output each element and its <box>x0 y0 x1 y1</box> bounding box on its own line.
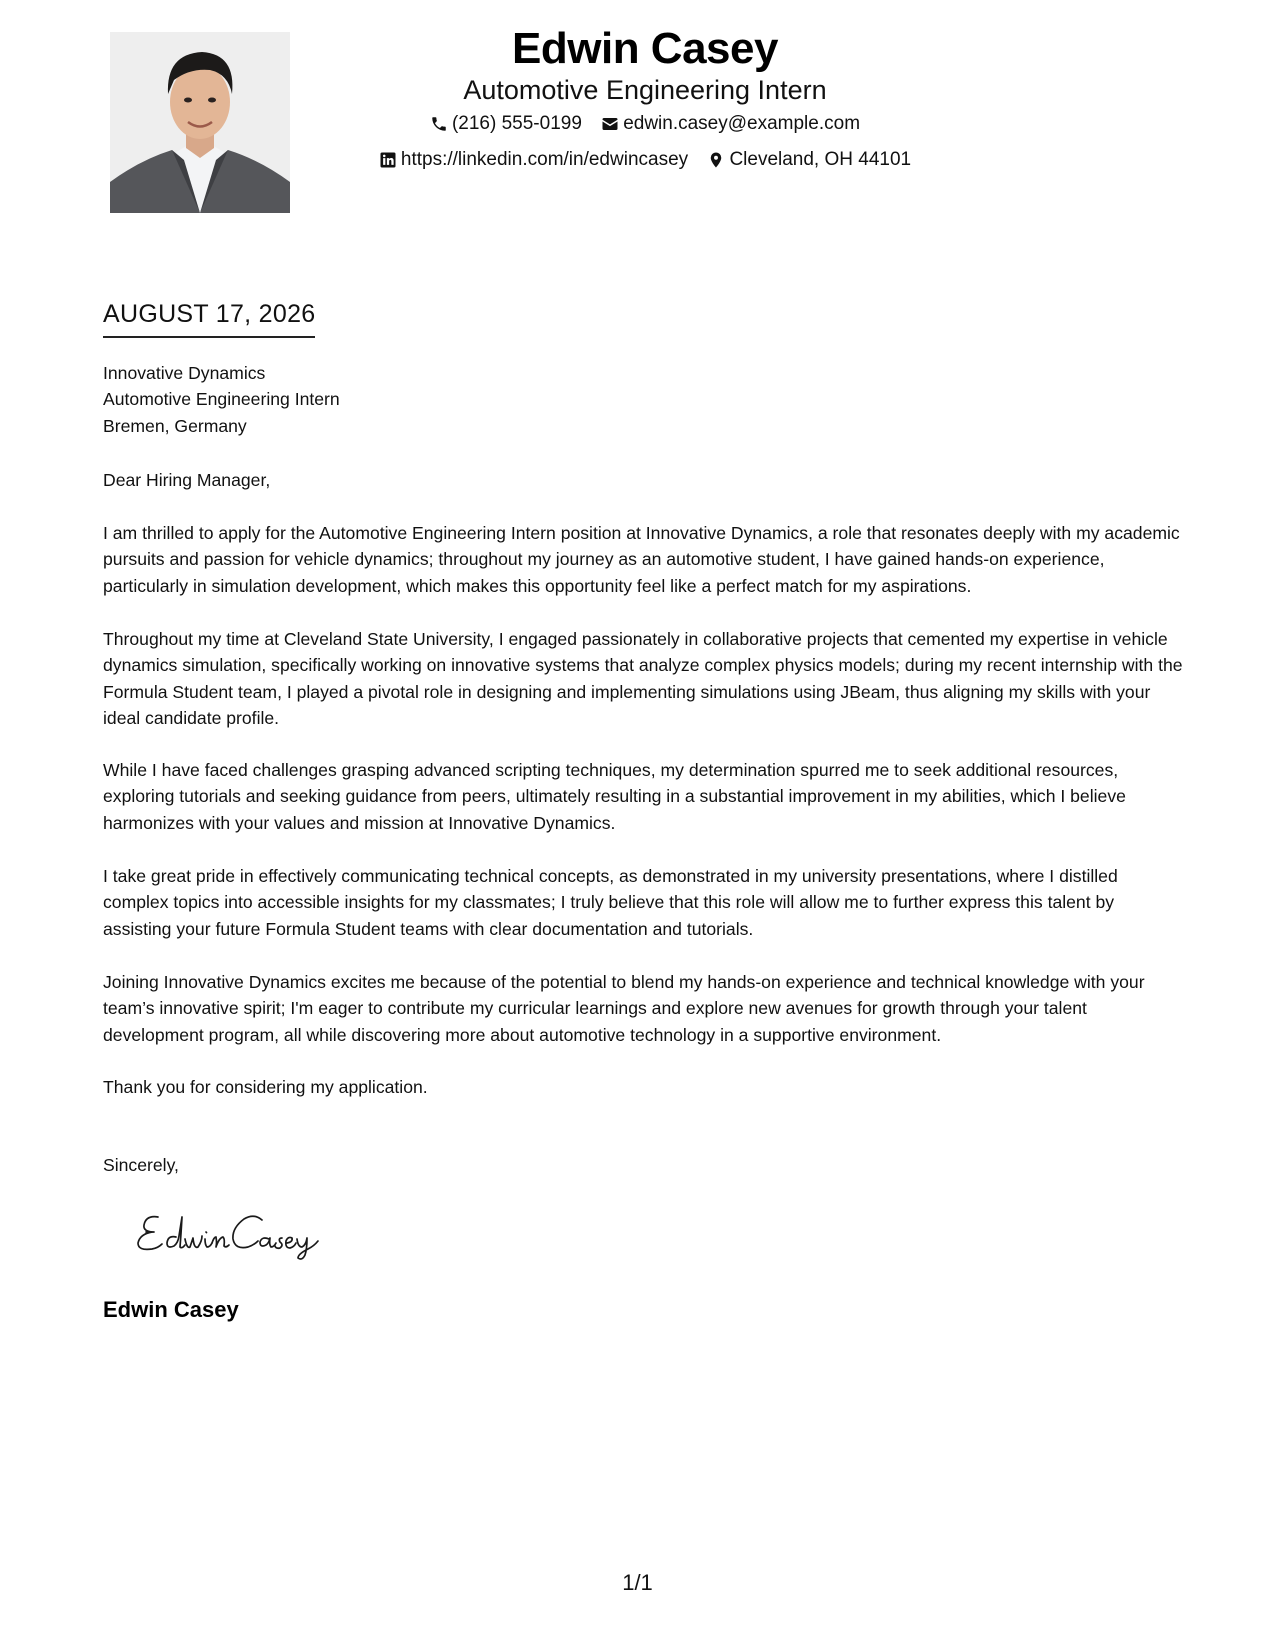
recipient-company: Innovative Dynamics <box>103 363 266 383</box>
contact-row-2 <box>330 148 960 176</box>
phone-contact <box>430 112 582 136</box>
linkedin-text[interactable]: https://linkedin.com/in/edwincasey <box>400 149 689 170</box>
paragraph-5: Joining Innovative Dynamics excites me because of the potential to blend my hands-on experience and technical knowledge with your team’s innovative spirit; I'm eager to contribute my curricular learnings and explore new avenues for growth through your talent development program, all while discovering more about automotive technology in a supportive environment. <box>103 972 1145 1045</box>
paragraph-1: I am thrilled to apply for the Automotive Engineering Intern position at Innovative Dynamics, a role that resonates deeply with my academic pursuits and passion for vehicle dynamics; throughout my journey as an automotive student, I have gained hands-on experience, particularly in simulation development, which makes this opportunity feel like a perfect match for my aspirations. <box>103 523 1180 596</box>
salutation: Dear Hiring Manager, <box>103 470 271 490</box>
envelope-icon <box>601 115 619 133</box>
email-contact[interactable] <box>601 112 860 136</box>
phone-icon <box>430 115 448 133</box>
applicant-role: Automotive Engineering Intern <box>463 75 827 105</box>
paragraph-3: While I have faced challenges grasping advanced scripting techniques, my determination spurred me to seek additional resources, exploring tutorials and seeking guidance from peers, ultimately resulting in a substantial improvement in my abilities, which I believe harmonizes with your values and mission at Innovative Dynamics. <box>103 760 1126 833</box>
letter-date: AUGUST 17, 2026 <box>103 298 315 338</box>
signer-name: Edwin Casey <box>103 1297 239 1322</box>
portrait-image <box>110 32 290 213</box>
linkedin-icon <box>379 151 397 169</box>
email-text[interactable]: edwin.casey@example.com <box>623 113 861 134</box>
handwritten-signature <box>132 1203 342 1263</box>
paragraph-4: I take great pride in effectively communicating technical concepts, as demonstrated in my university presentations, where I distilled complex topics into accessible insights for my classmates; I truly believe that this role will allow me to further express this talent by assisting your future Formula Student teams with clear documentation and tutorials. <box>103 866 1118 939</box>
paragraph-6: Thank you for considering my application. <box>103 1077 428 1097</box>
recipient-block <box>103 360 1183 439</box>
contact-row-1 <box>330 112 960 140</box>
page-number: 1/1 <box>622 1570 653 1595</box>
recipient-location: Bremen, Germany <box>103 415 247 436</box>
profile-photo <box>110 32 290 213</box>
linkedin-contact[interactable] <box>379 148 688 172</box>
closing: Sincerely, <box>103 1155 179 1175</box>
location-text: Cleveland, OH 44101 <box>729 149 912 170</box>
phone-text: (216) 555-0199 <box>451 113 582 134</box>
applicant-name: Edwin Casey <box>512 24 778 73</box>
paragraph-2: Throughout my time at Cleveland State University, I engaged passionately in collaborative projects that cemented my expertise in vehicle dynamics simulation, specifically working on innovative systems that analyze complex physics models; during my recent internship with the Formula Student team, I played a pivotal role in designing and implementing simulations using JBeam, thus aligning my skills with your ideal candidate profile. <box>103 629 1183 729</box>
letter-header <box>330 22 960 176</box>
location-contact <box>707 148 911 172</box>
map-marker-icon <box>707 151 725 169</box>
recipient-position: Automotive Engineering Intern <box>103 389 340 410</box>
